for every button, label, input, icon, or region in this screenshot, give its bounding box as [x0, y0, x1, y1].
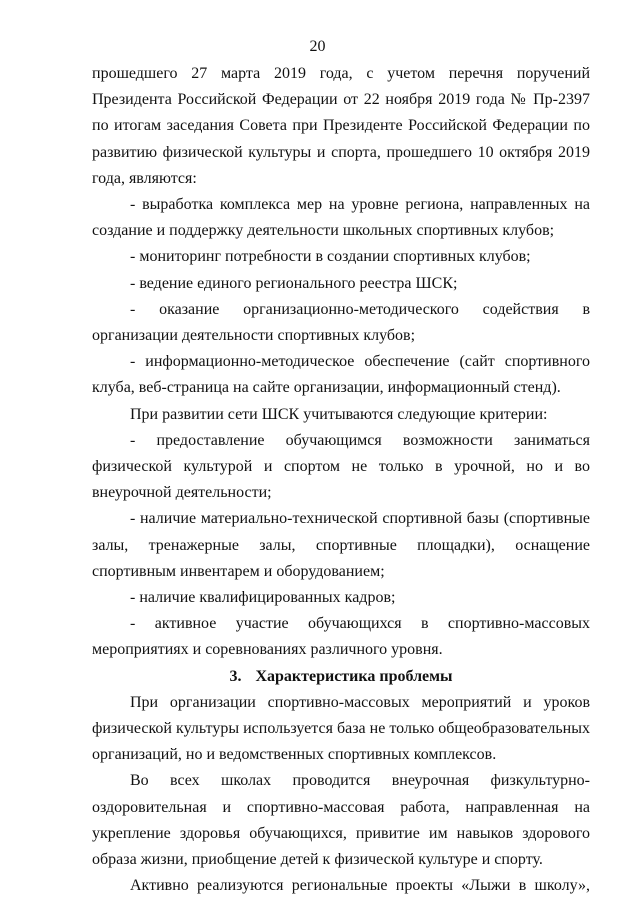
paragraph: При развитии сети ШСК учитываются следующие критерии: — [130, 405, 548, 423]
list-item: - мониторинг потребности в создании спортивных клубов; — [130, 248, 531, 266]
list-item: - информационно-методическое обеспечение (сайт спортивного клуба, веб-страница на сайте организации, информационный стенд). — [92, 353, 590, 397]
list-item: - выработка комплекса мер на уровне региона, направленных на создание и поддержку деятельности школьных спортивных клубов; — [92, 196, 590, 240]
list-item: - оказание организационно-методического содействия в организации деятельности спортивных клубов; — [92, 300, 590, 345]
list-item: - ведение единого регионального реестра ШСК; — [130, 274, 458, 292]
page-number: 20 — [309, 38, 326, 55]
section-number: 3. — [229, 667, 242, 685]
paragraph: Активно реализуются региональные проекты «Лыжи в школу», — [130, 877, 590, 895]
document-body — [92, 61, 590, 900]
section-heading — [92, 664, 590, 690]
list-item: - наличие квалифицированных кадров; — [130, 589, 396, 607]
paragraph: Во всех школах проводится внеурочная физкультурно-оздоровительная и спортивно-массовая работа, направленная на укрепление здоровья обучающихся, привитие им навыков здорового образа жизни, приобщение детей к физической культуре и спорту. — [92, 772, 590, 869]
list-item: - активное участие обучающихся в спортивно-массовых мероприятиях и соревнованиях различного уровня. — [92, 615, 590, 659]
paragraph: прошедшего 27 марта 2019 года, с учетом перечня поручений Президента Российской Федерации от 22 ноября 2019 года № Пр-2397 по итогам заседания Совета при Президенте Российской Федерации по развитию физической культуры и спорта, прошедшего 10 октября 2019 года, являются: — [92, 65, 590, 187]
list-item: - предоставление обучающимся возможности заниматься физической культурой и спортом не только в урочной, но и во внеурочной деятельности; — [92, 431, 590, 502]
list-item: - наличие материально-технической спортивной базы (спортивные залы, тренажерные залы, спортивные площадки), оснащение спортивным инвентарем и оборудованием; — [92, 510, 590, 580]
section-title: Характеристика проблемы — [255, 667, 453, 685]
paragraph: При организации спортивно-массовых мероприятий и уроков физической культуры используется база не только общеобразовательных организаций, но и ведомственных спортивных комплексов. — [92, 693, 590, 764]
